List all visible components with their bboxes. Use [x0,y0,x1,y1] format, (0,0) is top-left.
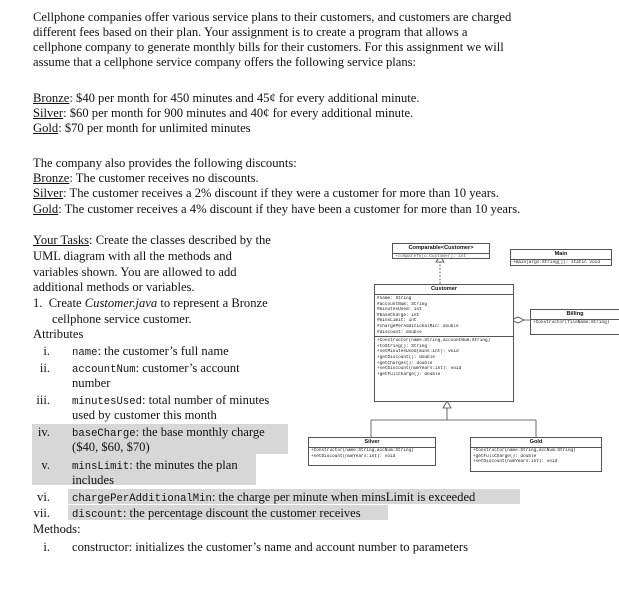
attributes-label: Attributes [33,327,84,341]
plan-name: Silver [33,106,64,120]
attr-name: name [72,347,98,359]
uml-method: +getDiscount(): double [377,354,435,360]
attr-desc: : the minutes the plan [129,458,238,472]
attr-continuation: includes [72,473,114,487]
attr-num: ii. [39,361,50,375]
arrowhead-inheritance [443,401,451,408]
discount-desc: : The customer receives a 4% discount if they have been a customer for more than 10 years. [58,202,521,216]
discount-name: Silver [33,186,64,200]
uml-method: +getFullCharge(): double [377,371,441,377]
uml-class-title: Gold [471,438,601,448]
attr-desc: : the percentage discount the customer receives [122,506,361,520]
attr-name: baseCharge [72,428,136,440]
uml-method: +Constructor(fileName:String) [533,320,610,325]
uml-attr: #chargePerAdditionalMin: double [377,323,459,329]
tasks-heading: Your Tasks [33,233,90,247]
uml-method: +setDiscount(numYears:int): void [311,453,396,459]
uml-comparable [392,243,490,259]
plan-desc: : $60 per month for 900 minutes and 40¢ for every additional minute. [63,106,414,120]
uml-method: +setDiscount(numYears:int): void [377,366,462,372]
step-number: 1. [33,296,43,310]
method-num: i. [43,540,50,554]
tasks-line-2: UML diagram with all the methods and [33,249,232,263]
uml-attr: #baseCharge: int [377,312,420,318]
attr-num: vii. [33,506,50,520]
intro-line-4: assume that a cellphone service company offers the following service plans: [33,55,417,69]
intro-line-1: Cellphone companies offer various service plans to their customers, and customers are charged [33,10,512,24]
uml-methods [375,337,513,378]
uml-class-title: Billing [531,310,619,320]
uml-method: +Constructor(name:String,accountNum:String) [377,338,491,344]
uml-main [510,249,612,266]
discounts-intro: The company also provides the following discounts: [33,156,297,170]
uml-method: +setDiscount(numYears:int): void [473,459,558,465]
tasks-line-4: additional methods or variables. [33,280,195,294]
plan-desc: : $40 per month for 450 minutes and 45¢ for every additional minute. [69,91,420,105]
attr-desc: : total number of minutes [141,393,270,407]
step-1-line-2: cellphone service customer. [52,312,192,326]
uml-class-title: Silver [309,438,435,448]
attr-desc: : the base monthly charge [135,425,265,439]
methods-label: Methods: [33,522,81,536]
attr-desc: : the customer’s full name [97,344,229,358]
step-file: Customer.java [84,296,158,310]
uml-method: +Constructor(name:String,accNum:String) [311,448,414,453]
uml-attr: #discount: double [377,329,422,335]
uml-method: +main(args:String[]): static void [513,260,600,265]
uml-gold [470,437,602,472]
uml-customer [374,284,514,402]
discount-name: Gold [33,202,59,216]
method-item: constructor: initializes the customer’s name and account number to parameters [72,540,468,554]
step-text-b: to represent a Bronze [157,296,268,310]
uml-billing [530,309,619,335]
attr-desc: : customer’s account [135,361,240,375]
attr-num: iv. [37,425,50,439]
plan-name: Gold [33,121,59,135]
plan-desc: : $70 per month for unlimited minutes [58,121,251,135]
attr-name: discount [72,509,123,521]
attr-continuation: number [72,376,111,390]
discount-name: Bronze [33,171,70,185]
uml-method: +compareTo(o:Customer): int [395,254,467,259]
step-text: Create [48,296,85,310]
uml-attr: #name: String [377,296,412,301]
attr-num: v. [41,458,50,472]
plan-name: Bronze [33,91,70,105]
uml-class-title: Comparable<Customer> [393,244,489,254]
uml-attr: #minutesUsed: int [377,307,422,313]
tasks-line-1-rest: : Create the classes described by the [89,233,271,247]
uml-attributes [375,295,513,337]
discount-desc: : The customer receives no discounts. [69,171,259,185]
attr-name: minutesUsed [72,396,142,408]
uml-class-title: Customer [375,285,513,295]
uml-attr: #minsLimit: int [377,318,417,324]
uml-class-title: Main [511,250,611,260]
uml-method: +toString(): String [377,343,428,349]
uml-silver [308,437,436,466]
uml-method: +setMinutesUsed(mins:int): void [377,349,459,355]
attr-desc: : the charge per minute when minsLimit is exceeded [211,490,476,504]
attr-continuation: ($40, $60, $70) [72,440,150,454]
intro-line-2: different fees based on their plan. Your assignment is to create a program that allows a [33,25,468,39]
discount-desc: : The customer receives a 2% discount if they were a customer for more than 10 years. [63,186,499,200]
attr-num: vi. [37,490,50,504]
intro-line-3: cellphone company to generate monthly bills for their customers. For this assignment we will [33,40,504,54]
attr-name: chargePerAdditionalMin [72,493,212,505]
attr-num: iii. [36,393,50,407]
attr-name: minsLimit [72,461,130,473]
attr-name: accountNum [72,364,136,376]
tasks-line-3: variables shown. You are allowed to add [33,265,237,279]
attr-continuation: used by customer this month [72,408,217,422]
uml-method: +Constructor(name:String,accNum:String) [473,448,576,453]
uml-method: +getFullCharge(): double [473,453,537,459]
attr-num: i. [43,344,50,358]
uml-method: +getCharges(): double [377,360,433,366]
uml-attr: #accountNum: String [377,301,428,307]
